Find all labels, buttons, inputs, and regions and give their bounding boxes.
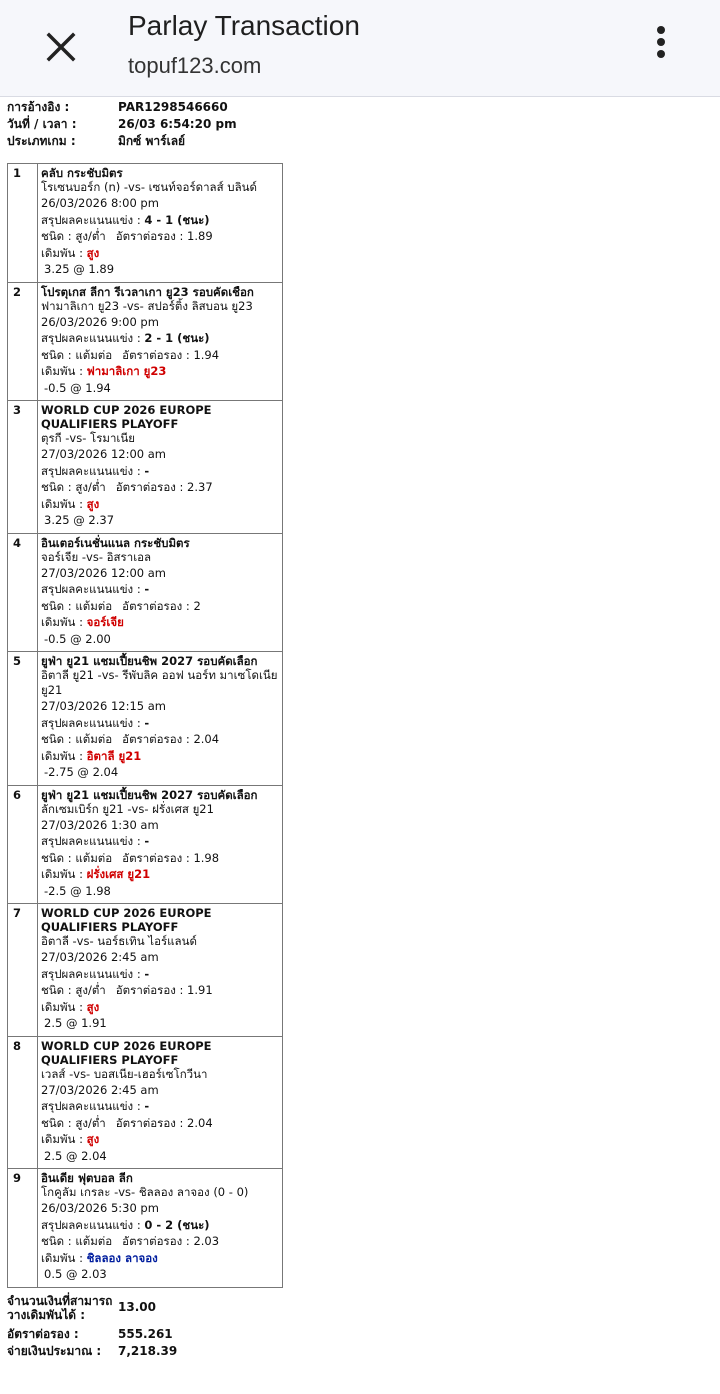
est-payout-row (7, 1343, 177, 1360)
datetime-value: 26/03 6:54:20 pm (118, 117, 237, 131)
bet-row (8, 164, 283, 283)
summary (7, 1294, 177, 1360)
bet-details (38, 533, 283, 652)
match-datetime: 27/03/2026 2:45 am (41, 950, 159, 964)
bet-label: เดิมพัน : (41, 1132, 87, 1146)
pick-line (41, 1250, 279, 1267)
bet-number: 5 (8, 652, 38, 786)
odds-value: 2.37 (187, 480, 213, 494)
match-teams: อิตาลี -vs- นอร์ธเทิน ไอร์แลนด์ (41, 934, 197, 948)
result-value: 0 - 2 (ชนะ) (144, 1217, 210, 1232)
type-label: ชนิด : (41, 229, 76, 243)
bet-row (8, 785, 283, 904)
max-stake-row (7, 1294, 177, 1324)
league-name: WORLD CUP 2026 EUROPE QUALIFIERS PLAYOFF (41, 906, 212, 934)
result-label: สรุปผลคะแนนแข่ง : (41, 212, 145, 227)
match-datetime: 27/03/2026 12:00 am (41, 447, 166, 461)
bet-line-odds: -0.5 @ 2.00 (44, 631, 111, 646)
odds-label: อัตราต่อรอง : (122, 850, 194, 865)
match-teams: ตุรกี -vs- โรมาเนีย (41, 431, 135, 445)
type-label: ชนิด : (41, 1115, 76, 1130)
result-line (41, 581, 279, 598)
result-value: - (144, 966, 150, 981)
bet-row (8, 1169, 283, 1288)
bet-pick: สูง (86, 1132, 100, 1146)
bet-label: เดิมพัน : (41, 867, 87, 881)
bet-number: 1 (8, 164, 38, 283)
bets-table (7, 163, 283, 1288)
bet-number: 8 (8, 1036, 38, 1169)
result-line (41, 1098, 279, 1115)
bet-number: 7 (8, 904, 38, 1037)
bet-row (8, 533, 283, 652)
close-icon (40, 26, 82, 68)
more-vert-icon (650, 26, 672, 58)
result-value: - (144, 1099, 150, 1113)
bet-pick: สูง (86, 245, 100, 260)
type-odds-line (41, 228, 279, 245)
result-line (41, 966, 279, 983)
bet-number: 3 (8, 401, 38, 534)
result-label: สรุปผลคะแนนแข่ง : (41, 1099, 145, 1113)
result-label: สรุปผลคะแนนแข่ง : (41, 331, 145, 345)
type-value: สูง/ต่ำ (75, 983, 106, 997)
bet-label: เดิมพัน : (41, 615, 87, 629)
result-label: สรุปผลคะแนนแข่ง : (41, 715, 145, 730)
match-datetime: 27/03/2026 2:45 am (41, 1082, 159, 1097)
match-datetime: 26/03/2026 8:00 pm (41, 196, 159, 210)
total-odds-row (7, 1326, 177, 1343)
more-menu-button[interactable] (650, 26, 672, 66)
odds-label: อัตราต่อรอง : (115, 480, 188, 494)
result-line (41, 463, 279, 480)
type-odds-line (41, 347, 279, 364)
match-datetime: 26/03/2026 9:00 pm (41, 314, 159, 329)
odds-label: อัตราต่อรอง : (122, 1234, 194, 1248)
result-line (41, 715, 279, 732)
est-payout-label: จ่ายเงินประมาณ : (7, 1344, 102, 1358)
bet-number: 6 (8, 785, 38, 904)
datetime-row (7, 116, 237, 133)
bet-details (38, 904, 283, 1037)
odds-value: 2.03 (193, 1234, 220, 1248)
bet-line-odds: 0.5 @ 2.03 (44, 1267, 107, 1281)
bet-pick: อิตาลี ยู21 (86, 748, 142, 763)
bet-row (8, 652, 283, 786)
bet-label: เดิมพัน : (41, 999, 87, 1014)
app-bar (0, 0, 720, 97)
type-value: แต้มต่อ (75, 347, 113, 362)
bet-pick: ฟามาลิเกา ยู23 (86, 364, 167, 378)
bet-line-odds: -2.75 @ 2.04 (44, 765, 119, 779)
game-type-value: มิกซ์ พาร์เลย์ (118, 134, 186, 148)
bet-details (38, 1169, 283, 1288)
league-name: อินเดีย ฟุตบอล ลีก (41, 1171, 133, 1185)
bet-pick: ฝรั่งเศส ยู21 (86, 867, 151, 881)
odds-value: 2 (193, 598, 201, 613)
type-value: แต้มต่อ (75, 850, 113, 865)
result-label: สรุปผลคะแนนแข่ง : (41, 966, 145, 981)
result-value: 2 - 1 (ชนะ) (144, 331, 210, 345)
bet-label: เดิมพัน : (41, 245, 87, 260)
page-subtitle: topuf123.com (128, 53, 262, 78)
bet-label: เดิมพัน : (41, 748, 87, 763)
pick-line (41, 999, 279, 1016)
total-odds-label: อัตราต่อรอง : (7, 1327, 79, 1341)
match-teams: จอร์เจีย -vs- อิสราเอล (41, 549, 152, 564)
result-label: สรุปผลคะแนนแข่ง : (41, 463, 145, 478)
bet-row (8, 904, 283, 1037)
bet-details (38, 652, 283, 786)
type-odds-line (41, 731, 279, 748)
reference-row (7, 99, 237, 116)
bet-line-odds: -0.5 @ 1.94 (44, 380, 111, 395)
pick-line (41, 748, 279, 765)
pick-line (41, 245, 279, 262)
bet-line-odds: 2.5 @ 2.04 (44, 1148, 107, 1163)
type-value: สูง/ต่ำ (75, 480, 106, 494)
total-odds-value: 555.261 (118, 1327, 173, 1341)
bet-row (8, 1036, 283, 1169)
type-odds-line (41, 982, 279, 999)
type-label: ชนิด : (41, 480, 76, 494)
result-value: - (144, 582, 150, 596)
game-type-row (7, 133, 237, 150)
bet-details (38, 164, 283, 283)
bet-pick: สูง (86, 496, 100, 511)
match-datetime: 27/03/2026 12:00 am (41, 565, 166, 580)
result-label: สรุปผลคะแนนแข่ง : (41, 834, 145, 848)
type-value: แต้มต่อ (75, 598, 113, 613)
game-type-label: ประเภทเกม : (7, 134, 76, 148)
bet-details (38, 785, 283, 904)
match-teams: เวลส์ -vs- บอสเนีย-เฮอร์เซโกวีนา (41, 1066, 208, 1081)
odds-label: อัตราต่อรอง : (122, 732, 194, 746)
transaction-info (7, 99, 237, 150)
odds-label: อัตราต่อรอง : (115, 1115, 188, 1130)
bet-number: 2 (8, 282, 38, 401)
type-label: ชนิด : (41, 347, 76, 362)
league-name: ยูฟ่า ยู21 แชมเปี้ยนชิพ 2027 รอบคัดเลือก (41, 654, 258, 668)
type-value: สูง/ต่ำ (75, 229, 106, 243)
bet-details (38, 401, 283, 534)
type-odds-line (41, 1233, 279, 1250)
bet-line-odds: 3.25 @ 2.37 (44, 513, 115, 527)
type-value: สูง/ต่ำ (75, 1115, 106, 1130)
type-value: แต้มต่อ (75, 1234, 113, 1248)
match-teams: โรเซนบอร์ก (n) -vs- เซนท์จอร์ดาลส์ บลินด์ (41, 180, 257, 194)
result-label: สรุปผลคะแนนแข่ง : (41, 1217, 145, 1232)
odds-value: 2.04 (187, 1115, 213, 1130)
match-teams: อิตาลี ยู21 -vs- รีพับลิค ออฟ นอร์ท มาเซโดเนีย ยู21 (41, 668, 278, 697)
type-odds-line (41, 850, 279, 867)
odds-label: อัตราต่อรอง : (122, 347, 194, 362)
reference-label: การอ้างอิง : (7, 100, 70, 114)
odds-value: 1.91 (187, 983, 213, 997)
league-name: ยูฟ่า ยู21 แชมเปี้ยนชิพ 2027 รอบคัดเลือก (41, 787, 258, 802)
type-label: ชนิด : (41, 850, 76, 865)
bet-row (8, 401, 283, 534)
result-value: 4 - 1 (ชนะ) (144, 212, 210, 227)
page-title: Parlay Transaction (128, 10, 360, 41)
result-line (41, 330, 279, 347)
result-value: - (144, 715, 150, 730)
bet-pick: จอร์เจีย (86, 615, 124, 629)
odds-label: อัตราต่อรอง : (122, 598, 194, 613)
reference-value: PAR1298546660 (118, 100, 228, 114)
odds-value: 1.94 (193, 347, 220, 362)
match-teams: โกคูลัม เกรละ -vs- ชิลลอง ลาจอง (0 - 0) (41, 1185, 249, 1199)
bet-line-odds: 2.5 @ 1.91 (44, 1016, 107, 1030)
odds-value: 1.89 (187, 229, 213, 243)
result-value: - (144, 834, 150, 848)
result-line (41, 212, 279, 229)
pick-line (41, 866, 279, 883)
odds-value: 1.98 (193, 850, 220, 865)
bet-label: เดิมพัน : (41, 1250, 87, 1265)
type-label: ชนิด : (41, 598, 76, 613)
odds-value: 2.04 (193, 732, 220, 746)
result-line (41, 833, 279, 850)
match-datetime: 26/03/2026 5:30 pm (41, 1201, 159, 1215)
close-button[interactable] (40, 26, 82, 68)
bet-label: เดิมพัน : (41, 496, 87, 511)
odds-label: อัตราต่อรอง : (115, 229, 188, 243)
bet-number: 9 (8, 1169, 38, 1288)
league-name: คลับ กระชับมิตร (41, 166, 123, 180)
type-odds-line (41, 598, 279, 615)
match-teams: ฟามาลิเกา ยู23 -vs- สปอร์ติ้ง ลิสบอน ยู23 (41, 298, 253, 313)
max-stake-label: จำนวนเงินที่สามารถวางเดิมพันได้ : (7, 1294, 113, 1322)
est-payout-value: 7,218.39 (118, 1344, 178, 1358)
pick-line (41, 363, 279, 380)
match-datetime: 27/03/2026 1:30 am (41, 817, 159, 832)
result-value: - (144, 463, 150, 478)
pick-line (41, 496, 279, 513)
league-name: WORLD CUP 2026 EUROPE QUALIFIERS PLAYOFF (41, 403, 212, 431)
league-name: WORLD CUP 2026 EUROPE QUALIFIERS PLAYOFF (41, 1038, 212, 1067)
match-datetime: 27/03/2026 12:15 am (41, 699, 166, 713)
type-odds-line (41, 479, 279, 496)
bet-pick: สูง (86, 999, 100, 1014)
bet-line-odds: -2.5 @ 1.98 (44, 883, 111, 898)
type-label: ชนิด : (41, 983, 76, 997)
pick-line (41, 1131, 279, 1148)
type-value: แต้มต่อ (75, 732, 113, 746)
bet-label: เดิมพัน : (41, 364, 87, 378)
odds-label: อัตราต่อรอง : (115, 983, 188, 997)
league-name: โปรตุเกส ลีกา รีเวลาเกา ยู23 รอบคัดเชือก (41, 284, 254, 299)
bet-row (8, 282, 283, 401)
bet-number: 4 (8, 533, 38, 652)
bet-pick: ชิลลอง ลาจอง (86, 1250, 158, 1265)
bet-line-odds: 3.25 @ 1.89 (44, 262, 115, 276)
pick-line (41, 614, 279, 631)
result-label: สรุปผลคะแนนแข่ง : (41, 582, 145, 596)
type-odds-line (41, 1115, 279, 1132)
type-label: ชนิด : (41, 1234, 76, 1248)
type-label: ชนิด : (41, 732, 76, 746)
bet-details (38, 1036, 283, 1169)
match-teams: ลักเซมเบิร์ก ยู21 -vs- ฝรั่งเศส ยู21 (41, 801, 214, 816)
league-name: อินเตอร์เนชั่นแนล กระชับมิตร (41, 535, 190, 550)
bet-details (38, 282, 283, 401)
result-line (41, 1217, 279, 1234)
max-stake-value: 13.00 (118, 1300, 156, 1314)
datetime-label: วันที่ / เวลา : (7, 117, 77, 131)
